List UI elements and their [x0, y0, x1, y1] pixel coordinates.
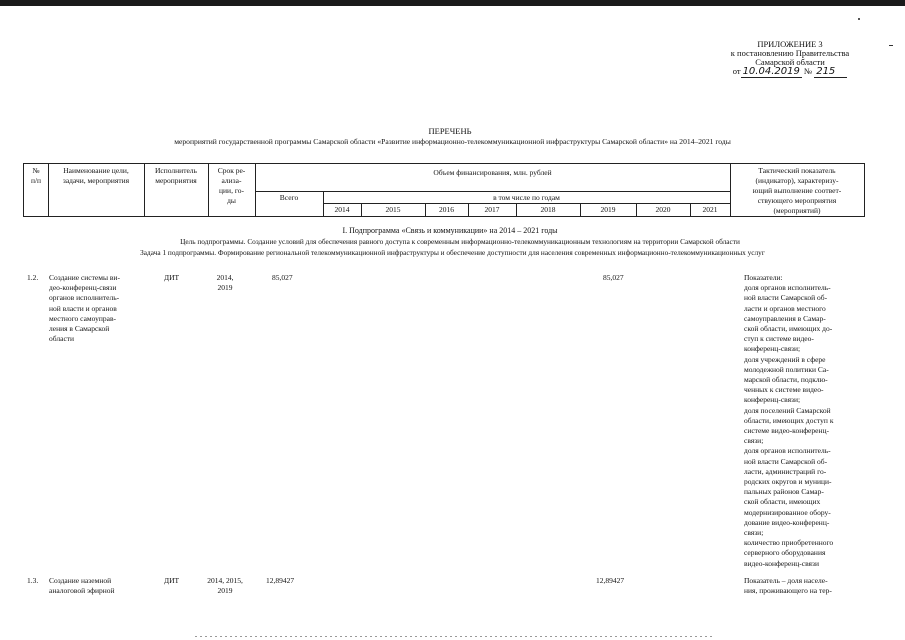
- scan-speck: [858, 18, 860, 20]
- header-term: Срок ре- ализа- ции, го- ды: [217, 166, 246, 205]
- header-by-years: в том числе по годам: [493, 193, 560, 202]
- row-year-2019: 12,89427: [596, 576, 625, 585]
- appendix-title: ПРИЛОЖЕНИЕ 3: [757, 39, 823, 49]
- row-num: 1.2.: [27, 273, 39, 282]
- header-num: № п/п: [30, 166, 42, 185]
- row-indicator: Показатель – доля населе- ния, проживающего на тер-: [744, 576, 832, 596]
- header-indicator: Тактический показатель (индикатор), характеризу- ющий выполнение соответ- ствующего мероприятия (мероприятий): [752, 166, 842, 215]
- header-year-2021: 2021: [702, 205, 718, 214]
- row-term: 2014, 2015, 2019: [207, 576, 243, 596]
- row-total: 85,027: [272, 273, 293, 282]
- row-total: 12,89427: [266, 576, 295, 585]
- scan-dash-mark: [889, 45, 893, 46]
- scan-bottom-artifact: [195, 636, 715, 637]
- appendix-line-2: к постановлению Правительства: [730, 48, 850, 58]
- header-executor: Исполнитель мероприятия: [155, 166, 197, 185]
- section-title: I. Подпрограмма «Связь и коммуникации» на 2014 – 2021 годы: [342, 226, 558, 235]
- scan-top-border: [0, 0, 905, 6]
- header-year-2014: 2014: [334, 205, 350, 214]
- row-executor: ДИТ: [164, 576, 180, 585]
- header-year-2017: 2017: [484, 205, 500, 214]
- row-executor: ДИТ: [164, 273, 180, 282]
- section-task: Задача 1 подпрограммы. Формирование региональной телекоммуникационной инфраструктуры и обеспечение доступности для населения современных информационно-телекоммуникационных услуг: [140, 248, 765, 257]
- header-total: Всего: [279, 193, 299, 202]
- section-goal: Цель подпрограммы. Создание условий для обеспечения равного доступа к современным информационно-телекоммуникационным технологиям на территории Самарской области: [180, 237, 740, 246]
- header-year-2015: 2015: [385, 205, 401, 214]
- appendix-block: [700, 40, 880, 76]
- page-title: ПЕРЕЧЕНЬ: [428, 126, 472, 136]
- appendix-date: 10.04.2019: [742, 66, 800, 77]
- appendix-number: 215: [814, 66, 847, 78]
- appendix-number-sign: №: [803, 66, 813, 76]
- row-name: Создание наземной аналоговой эфирной: [49, 576, 115, 596]
- appendix-from-prefix: от: [732, 66, 741, 76]
- row-year-2019: 85,027: [603, 273, 624, 282]
- row-num: 1.3.: [27, 576, 39, 585]
- row-term: 2014, 2019: [216, 273, 234, 293]
- header-name: Наименование цели, задачи, мероприятия: [62, 166, 130, 185]
- header-year-2016: 2016: [439, 205, 454, 214]
- row-name: Создание системы ви- део-конференц-связи органов исполнитель- ной власти и органов местного самоуправ- ления в Самарской области: [49, 273, 120, 344]
- appendix-date-line: [700, 67, 880, 76]
- header-year-2020: 2020: [655, 205, 671, 214]
- page-subtitle: мероприятий государственной программы Самарской области «Развитие информационно-телекоммуникационной инфраструктуры Самарской области» на 2014–2021 годы: [174, 137, 731, 146]
- appendix-line-3: Самарской области: [755, 57, 825, 67]
- row-indicator: Показатели: доля органов исполнитель- ной власти Самарской об- ласти и органов местного самоуправления в Самар- ской области, имеющих до- ступ к системе видео- конференц-связи; доля учреждений в сфере молодежной политики Са- марской области, подклю- ченных к системе видео- конференц-связи; доля поселений Самарской области, имеющих доступ к системе видео-конференц- связи; доля органов исполнитель- ной власти Самарской об- ласти, администраций го- родских округов и муници- пальных районов Самар- ской области, имеющих модернизированное обору- дование видео-конференц- связи; количество приобретенного серверного оборудования видео-конференц-связи: [744, 273, 834, 568]
- header-year-2018: 2018: [540, 205, 556, 214]
- header-financing: Объем финансирования, млн. рублей: [433, 168, 552, 177]
- header-year-2019: 2019: [600, 205, 616, 214]
